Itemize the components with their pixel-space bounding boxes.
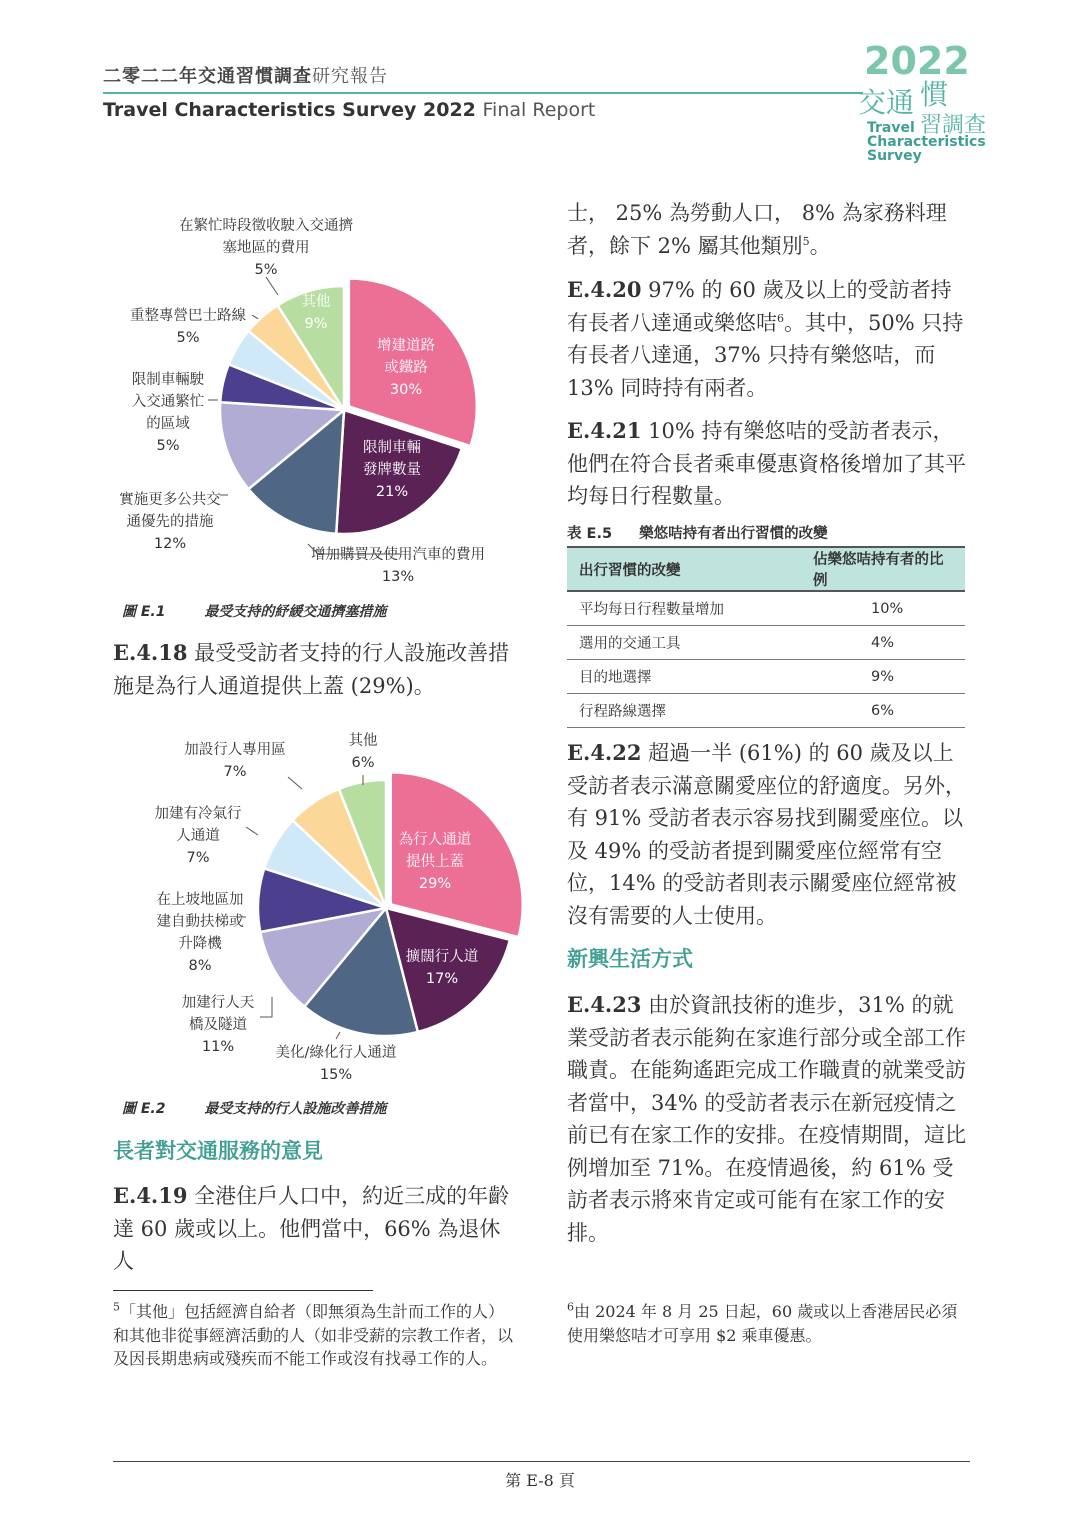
header-divider [103,92,863,94]
figure-caption-e1 [122,601,386,621]
footnote-ref-6: 6 [777,311,784,325]
table-row [567,626,965,660]
figure-title: 最受支持的紓緩交通擠塞措施 [204,604,387,620]
table-header-cell: 佔樂悠咭持有者的比例 [801,547,965,591]
leader-line [266,277,278,295]
table-cell: 10% [801,591,965,626]
pie-slice-label: 在繁忙時段徵收駛入交通擠塞地區的費用 5% [179,218,353,278]
pie-slice-label: 為行人通道提供上蓋 29% [398,832,472,892]
paragraph-text: 10% 持有樂悠咭的受訪者表示，他們在符合長者乘車優惠資格後增加了其平均每日行程數量。 [567,419,966,508]
paragraph-e4-23 [567,989,972,1249]
table-row [567,694,965,728]
logo-en-1: Travel [867,120,915,136]
pie-chart-pedestrian-measures [120,727,540,1092]
figure-number: 圖 E.1 [122,604,166,620]
table-cell: 4% [801,626,965,660]
table-cell: 6% [801,694,965,728]
report-title-chinese-bold: 二零二二年交通習慣調查 [103,66,312,87]
footer-divider [113,1461,970,1462]
report-title-english [103,99,595,121]
footnote-6 [567,1300,972,1347]
table-number: 表 E.5 [567,526,613,542]
pie-slice-label: 其他 9% [301,294,331,332]
table-row [567,660,965,694]
paragraph-text: 士， 25% 為勞動人口， 8% 為家務料理者，餘下 2% 屬其他類別 [567,201,947,258]
paragraph-text: 全港住戶人口中，約近三成的年齡達 60 歲或以上。他們當中，66% 為退休人 [113,1184,510,1273]
pie-slice-label: 在上坡地區加建自動扶梯或升降機 8% [156,892,244,974]
footnote-mark: 6 [567,1300,574,1314]
table-e5 [567,546,965,728]
table-row [567,591,965,626]
paragraph-number: E.4.20 [567,277,642,302]
leader-line [336,1032,340,1039]
leader-line [288,777,302,789]
logo-en-2: Characteristics [867,134,986,150]
survey-logo [858,40,988,170]
table-caption-e5 [567,522,828,543]
footnote-5 [113,1300,518,1371]
pie-slice-label: 擴闊行人道 17% [405,949,479,987]
logo-year: 2022 [864,40,970,83]
paragraph-text: 超過一半 (61%) 的 60 歲及以上受訪者表示滿意關愛座位的舒適度。另外，有 91% 受訪者表示容易找到關愛座位。以及 49% 的受訪者提到關愛座位經常有空位，14% 的受訪者則表示關愛座位經常被沒有需要的人士使用。 [567,741,966,928]
section-title-elderly: 長者對交通服務的意見 [113,1139,323,1163]
report-title-chinese [103,62,388,88]
pie-slice-label: 其他 6% [348,733,378,771]
paragraph-number: E.4.21 [567,418,642,443]
pie-slice-label: 加建有冷氣行人通道 7% [154,806,242,866]
figure-title: 最受支持的行人設施改善措施 [204,1101,387,1117]
report-title-english-light: Final Report [482,99,596,121]
pie-slice-label: 增建道路或鐵路 30% [377,338,435,398]
paragraph-e4-21 [567,415,972,513]
footnote-ref-5: 5 [802,234,810,248]
paragraph-text-end: 。其中，50% 只持有長者八達通，37% 只持有樂悠咭，而 13% 同時持有兩者。 [567,310,964,400]
logo-chinese: 交通 慣習調查 [858,78,987,138]
pie-slice-label: 實施更多公共交通優先的措施 12% [119,492,221,552]
pie-slice-label: 重整專營巴士路線 5% [130,308,246,346]
paragraph-e4-20 [567,274,972,404]
paragraph-number: E.4.18 [113,640,188,665]
footnote-mark: 5 [113,1300,120,1314]
figure-number: 圖 E.2 [122,1101,166,1117]
pie-chart-traffic-measures [100,205,540,595]
paragraph-number: E.4.23 [567,992,642,1017]
paragraph-e4-19 [113,1180,518,1278]
table-cell: 行程路線選擇 [567,694,801,728]
page-number: 第 E-8 頁 [505,1471,575,1490]
table-cell: 9% [801,660,965,694]
table-title: 樂悠咭持有者出行習慣的改變 [639,526,828,542]
table-header-cell: 出行習慣的改變 [567,547,801,591]
pie-slice-label: 加建行人天橋及隧道 11% [181,995,255,1055]
paragraph-text: 97% 的 60 歲及以上的受訪者持有長者八達通或樂悠咭 [567,278,952,335]
table-cell: 平均每日行程數量增加 [567,591,801,626]
table-header-row [567,547,965,591]
pie-slice-label: 加設行人專用區 7% [184,742,286,780]
paragraph-e4-18 [113,637,518,702]
paragraph-text: 由於資訊技術的進步，31% 的就業受訪者表示能夠在家進行部分或全部工作職責。在能夠遙距完成工作職責的就業受訪者當中，34% 的受訪者表示在新冠疫情之前已有在家工作的安排。在疫情期間，這比例增加至 71%。在疫情過後，約 61% 受訪者表示將來肯定或可能有在家工作的安排。 [567,993,966,1245]
figure-caption-e2 [122,1098,386,1118]
table-cell: 選用的交通工具 [567,626,801,660]
paragraph-e4-22 [567,737,972,932]
footnote-text: 由 2024 年 8 月 25 日起，60 歲或以上香港居民必須使用樂悠咭才可享用 $2 乘車優惠。 [567,1302,958,1345]
paragraph-text: 最受受訪者支持的行人設施改善措施是為行人通道提供上蓋 (29%)。 [113,641,510,698]
footnote-text: 「其他」包括經濟自給者（即無須為生計而工作的人）和其他非從事經濟活動的人（如非受薪的宗教工作者，以及因長期患病或殘疾而不能工作或沒有找尋工作的人。 [113,1302,514,1368]
section-title-new-lifestyle: 新興生活方式 [567,947,693,971]
pie-slice-label: 增加購買及使用汽車的費用 13% [311,547,485,585]
paragraph-number: E.4.19 [113,1183,188,1208]
leader-line [246,827,258,835]
paragraph-number: E.4.22 [567,740,642,765]
pie-slice-label: 限制車輛發牌數量 21% [363,440,421,500]
paragraph-e4-19-continued [567,197,972,262]
paragraph-text-end: 。 [809,233,831,258]
report-title-english-bold: Travel Characteristics Survey 2022 [103,99,476,121]
leader-line [260,997,272,1017]
footnote-divider [113,1290,373,1291]
logo-en-3: Survey [867,148,922,164]
pie-slice-label: 美化/綠化行人通道 15% [275,1045,397,1083]
report-title-chinese-light: 研究報告 [312,66,388,87]
table-cell: 目的地選擇 [567,660,801,694]
pie-slice-label: 限制車輛駛入交通繁忙的區域 5% [131,372,205,454]
